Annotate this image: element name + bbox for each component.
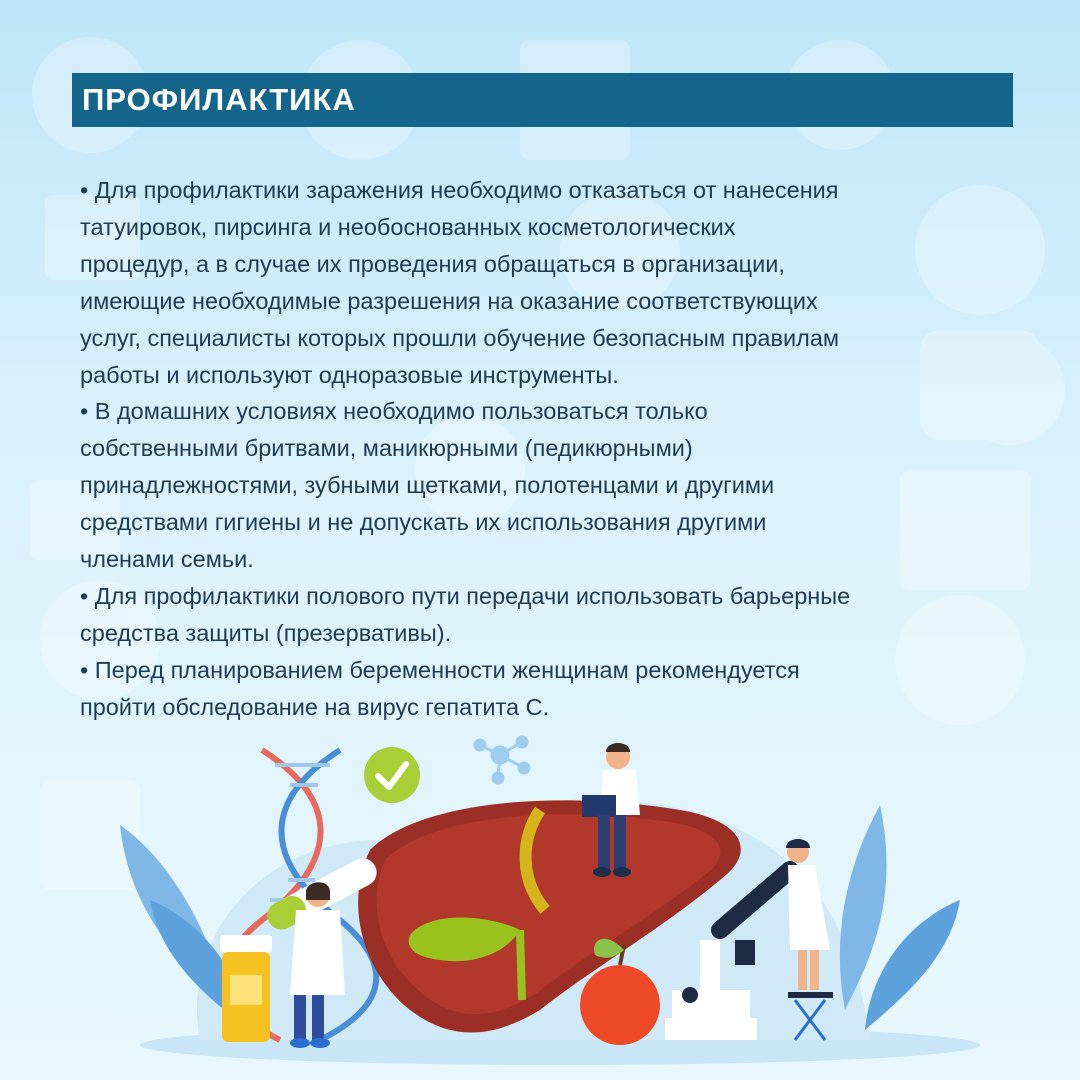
text-line: средства защиты (презервативы). (80, 619, 452, 646)
text-line: татуировок, пирсинга и необоснованных косметологических (80, 213, 736, 240)
prevention-text (80, 172, 1010, 726)
text-line: принадлежностями, зубными щетками, полотенцами и другими (80, 472, 775, 499)
title-banner (72, 73, 1013, 127)
text-line: • Перед планированием беременности женщинам рекомендуется (80, 656, 800, 683)
text-line: • Для профилактики полового пути передачи использовать барьерные (80, 582, 851, 609)
text-line: работы и используют одноразовые инструменты. (80, 361, 619, 388)
text-line: услуг, специалисты которых прошли обучение безопасным правилам (80, 324, 840, 351)
text-line: членами семьи. (80, 546, 254, 573)
liver-illustration (0, 730, 1080, 1080)
text-line: средствами гигиены и не допускать их использования другими (80, 509, 767, 536)
text-line: собственными бритвами, маникюрными (педикюрными) (80, 435, 693, 462)
molecule-icon (475, 737, 529, 783)
text-line: • Для профилактики заражения необходимо отказаться от нанесения (80, 177, 839, 203)
text-line: • В домашних условиях необходимо пользоваться только (80, 398, 708, 425)
text-line: пройти обследование на вирус гепатита С. (80, 693, 550, 720)
text-line: процедур, а в случае их проведения обращаться в организации, (80, 250, 785, 277)
check-badge-icon (364, 747, 420, 803)
text-line: имеющие необходимые разрешения на оказание соответствующих (80, 287, 818, 314)
pill-bottle-icon (220, 935, 272, 1042)
page-title: ПРОФИЛАКТИКА (82, 82, 356, 117)
